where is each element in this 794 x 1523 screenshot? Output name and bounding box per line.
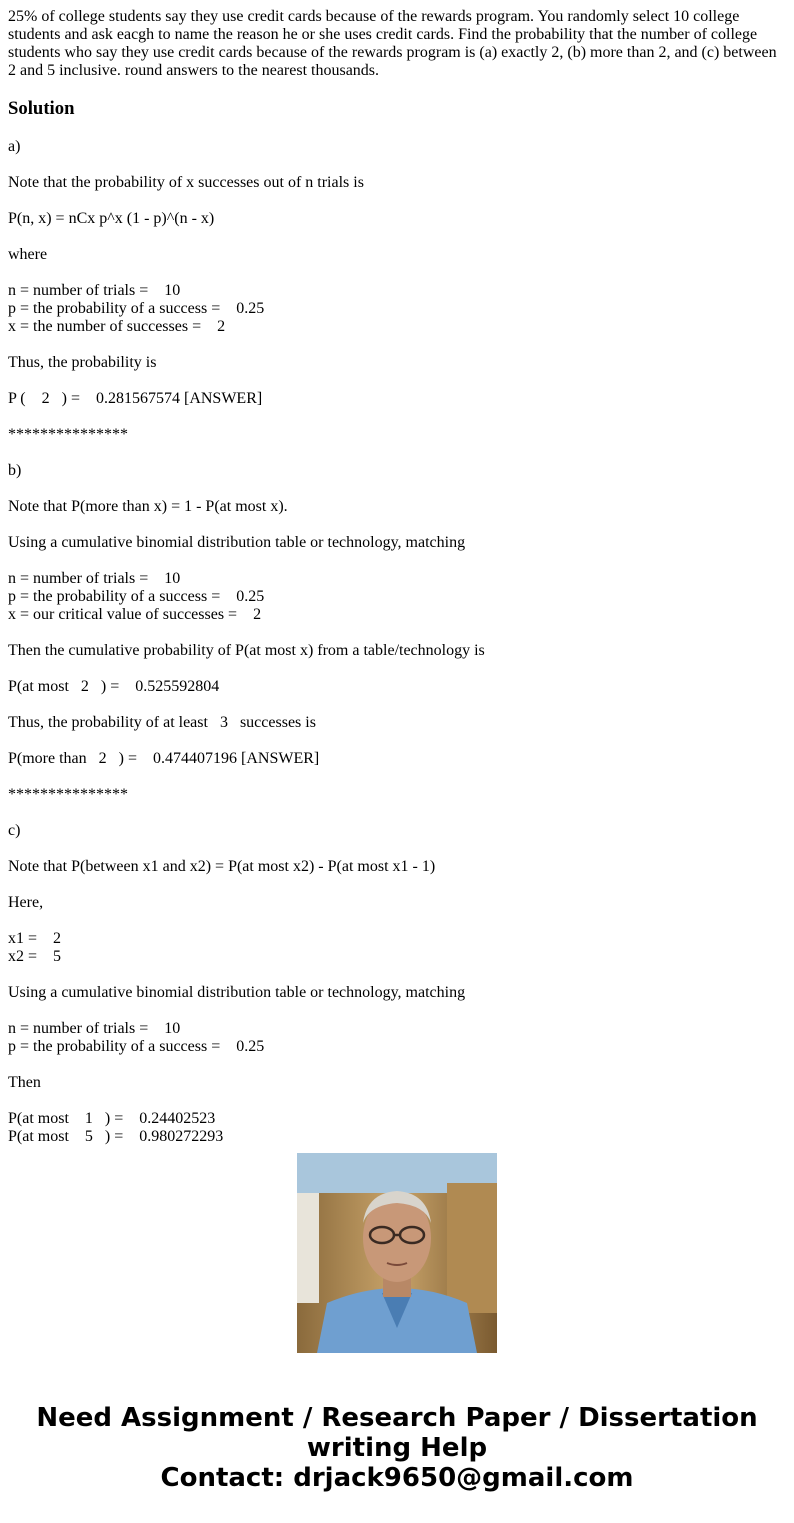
cumulative-line: P(at most 1 ) = 0.24402523 (8, 1110, 216, 1127)
part-c-intro: Note that P(between x1 and x2) = P(at most x2) - P(at most x1 - 1) (8, 858, 436, 875)
part-c-then: Then (8, 1074, 41, 1091)
cumulative-line: P(at most 5 ) = 0.980272293 (8, 1128, 224, 1145)
part-c-using: Using a cumulative binomial distribution table or technology, matching (8, 984, 466, 1001)
param-line: x = the number of successes = 2 (8, 318, 226, 335)
part-b-params (8, 570, 786, 624)
part-a-where: where (8, 246, 48, 263)
promo-contact: Contact: drjack9650@gmail.com (160, 1463, 634, 1493)
param-line: p = the probability of a success = 0.25 (8, 588, 265, 605)
part-b-label: b) (8, 462, 22, 479)
author-portrait-image (297, 1153, 497, 1353)
param-line: n = number of trials = 10 (8, 570, 181, 587)
promo-line: Need Assignment / Research Paper / Dissertation (36, 1403, 758, 1433)
param-line: p = the probability of a success = 0.25 (8, 300, 265, 317)
part-b-result: P(more than 2 ) = 0.474407196 [ANSWER] (8, 750, 320, 767)
question-text: 25% of college students say they use credit cards because of the rewards program. You randomly select 10 college students and ask eacgh to name the reason he or she uses credit cards. Find the probability that the number of college students who say they use credit cards because of the rewards program is (a) exactly 2, (b) more than 2, and (c) between 2 and 5 inclusive. round answers to the nearest thousands. (8, 8, 777, 79)
separator: *************** (8, 426, 128, 443)
part-b-thus: Thus, the probability of at least 3 successes is (8, 714, 316, 731)
part-a-result: P ( 2 ) = 0.281567574 [ANSWER] (8, 390, 263, 407)
part-a-intro: Note that the probability of x successes out of n trials is (8, 174, 364, 191)
part-c-label: c) (8, 822, 21, 839)
part-c-params (8, 1020, 786, 1056)
bound-line: x2 = 5 (8, 948, 62, 965)
part-b-then: Then the cumulative probability of P(at most x) from a table/technology is (8, 642, 485, 659)
param-line: x = our critical value of successes = 2 (8, 606, 262, 623)
part-c-bounds (8, 930, 786, 966)
bound-line: x1 = 2 (8, 930, 62, 947)
part-a-params (8, 282, 786, 336)
part-a-thus: Thus, the probability is (8, 354, 157, 371)
part-b-cumulative: P(at most 2 ) = 0.525592804 (8, 678, 220, 695)
author-avatar (297, 1153, 497, 1353)
part-c-here: Here, (8, 894, 44, 911)
part-a-formula: P(n, x) = nCx p^x (1 - p)^(n - x) (8, 210, 215, 227)
param-line: n = number of trials = 10 (8, 282, 181, 299)
part-a-label: a) (8, 138, 21, 155)
part-c-cumulative (8, 1110, 786, 1146)
promo-line: writing Help (306, 1433, 488, 1463)
promo-banner (0, 1403, 794, 1493)
part-b-intro: Note that P(more than x) = 1 - P(at most x). (8, 498, 288, 515)
param-line: n = number of trials = 10 (8, 1020, 181, 1037)
solution-heading: Solution (8, 98, 75, 119)
solution-document (8, 8, 786, 1145)
separator: *************** (8, 786, 128, 803)
part-b-using: Using a cumulative binomial distribution table or technology, matching (8, 534, 466, 551)
param-line: p = the probability of a success = 0.25 (8, 1038, 265, 1055)
